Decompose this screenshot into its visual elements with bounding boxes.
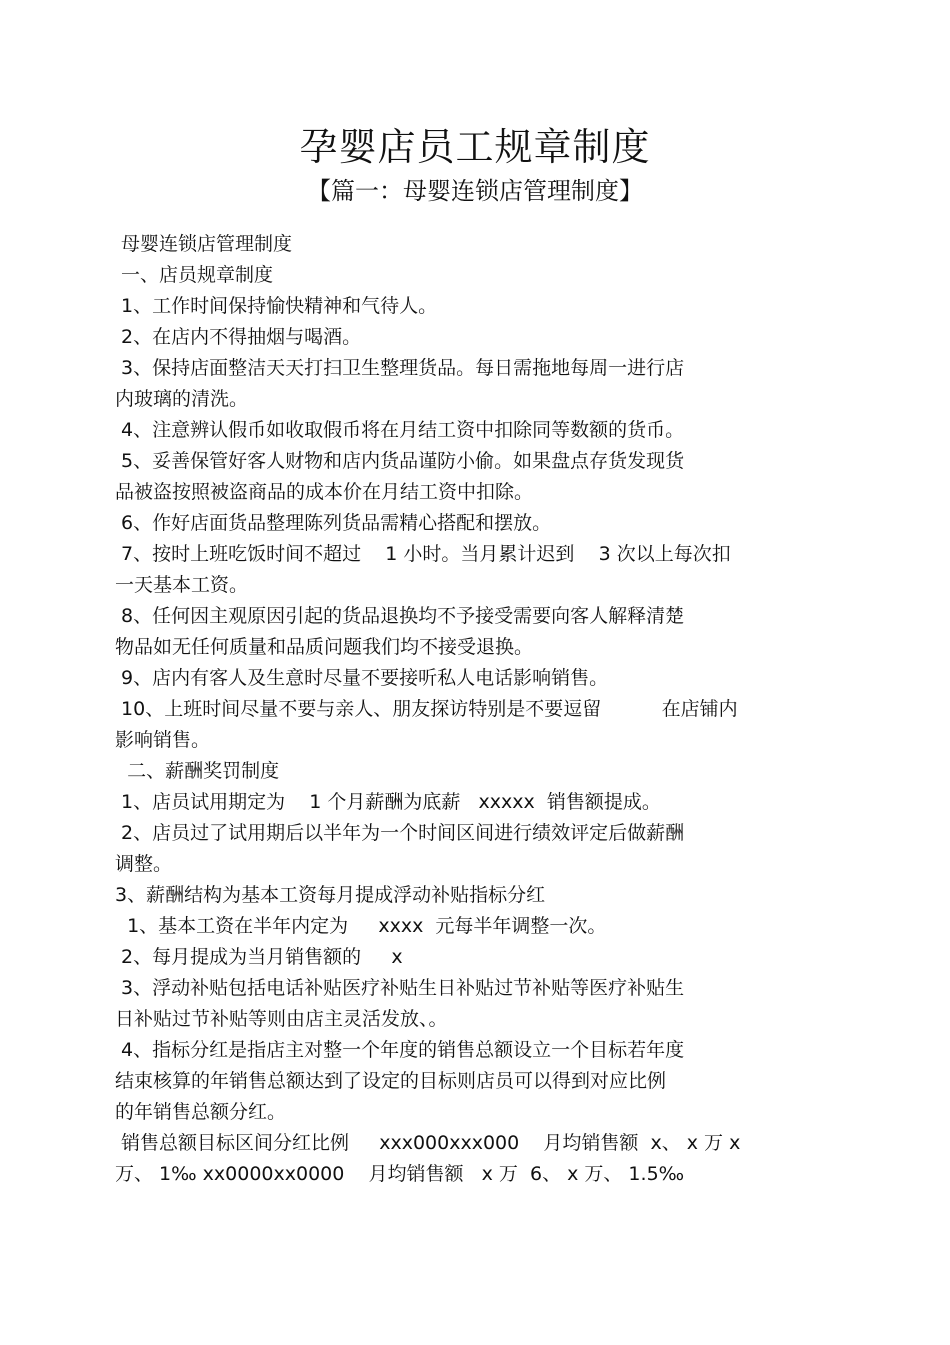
text-line: 2、在店内不得抽烟与喝酒。: [115, 326, 362, 348]
text-line: 3、薪酬结构为基本工资每月提成浮动补贴指标分红: [115, 884, 546, 906]
text-line: 结束核算的年销售总额达到了设定的目标则店员可以得到对应比例: [115, 1070, 667, 1092]
text-line: 5、妥善保管好客人财物和店内货品谨防小偷。如果盘点存货发现货: [115, 450, 685, 472]
text-line: 6、作好店面货品整理陈列货品需精心搭配和摆放。: [115, 512, 552, 534]
text-line: 销售总额目标区间分红比例 xxx000xxx000 月均销售额 x、 x 万 x: [115, 1132, 741, 1154]
text-line: 的年销售总额分红。: [115, 1101, 287, 1123]
text-line: 日补贴过节补贴等则由店主灵活发放、。: [115, 1008, 448, 1030]
text-line: 9、店内有客人及生意时尽量不要接听私人电话影响销售。: [115, 667, 609, 689]
text-line: 4、指标分红是指店主对整一个年度的销售总额设立一个目标若年度: [115, 1039, 685, 1061]
document-body: [115, 229, 835, 1190]
text-line: 调整。: [115, 853, 173, 875]
text-line: 内玻璃的清洗。: [115, 388, 249, 410]
text-line: 二、薪酬奖罚制度: [115, 760, 280, 782]
document-title: 孕婴店员工规章制度: [299, 125, 651, 169]
text-line: 4、注意辨认假币如收取假币将在月结工资中扣除同等数额的货币。: [115, 419, 685, 441]
text-line: 母婴连锁店管理制度: [115, 233, 293, 255]
text-line: 3、保持店面整洁天天打扫卫生整理货品。每日需拖地每周一进行店: [115, 357, 685, 379]
text-line: 影响销售。: [115, 729, 211, 751]
text-line: 7、按时上班吃饭时间不超过 1 小时。当月累计迟到 3 次以上每次扣: [115, 543, 731, 565]
text-line: 8、任何因主观原因引起的货品退换均不予接受需要向客人解释清楚: [115, 605, 685, 627]
text-line: 物品如无任何质量和品质问题我们均不接受退换。: [115, 636, 534, 658]
text-line: 万、 1‰ xx0000xx0000 月均销售额 x 万 6、 x 万、 1.5‰: [115, 1163, 685, 1185]
text-line: 3、浮动补贴包括电话补贴医疗补贴生日补贴过节补贴等医疗补贴生: [115, 977, 685, 999]
text-line: 一天基本工资。: [115, 574, 249, 596]
document-subtitle: 【篇一：母婴连锁店管理制度】: [307, 177, 643, 205]
text-line: 一、店员规章制度: [115, 264, 274, 286]
text-line: 1、工作时间保持愉快精神和气待人。: [115, 295, 438, 317]
text-line: 1、基本工资在半年内定为 xxxx 元每半年调整一次。: [115, 915, 607, 937]
text-line: 2、店员过了试用期后以半年为一个时间区间进行绩效评定后做薪酬: [115, 822, 685, 844]
text-line: 1、店员试用期定为 1 个月薪酬为底薪 xxxxx 销售额提成。: [115, 791, 661, 813]
text-line: 2、每月提成为当月销售额的 x: [115, 946, 403, 968]
text-line: 10、上班时间尽量不要与亲人、朋友探访特别是不要逗留 在店铺内: [115, 698, 738, 720]
text-line: 品被盗按照被盗商品的成本价在月结工资中扣除。: [115, 481, 534, 503]
